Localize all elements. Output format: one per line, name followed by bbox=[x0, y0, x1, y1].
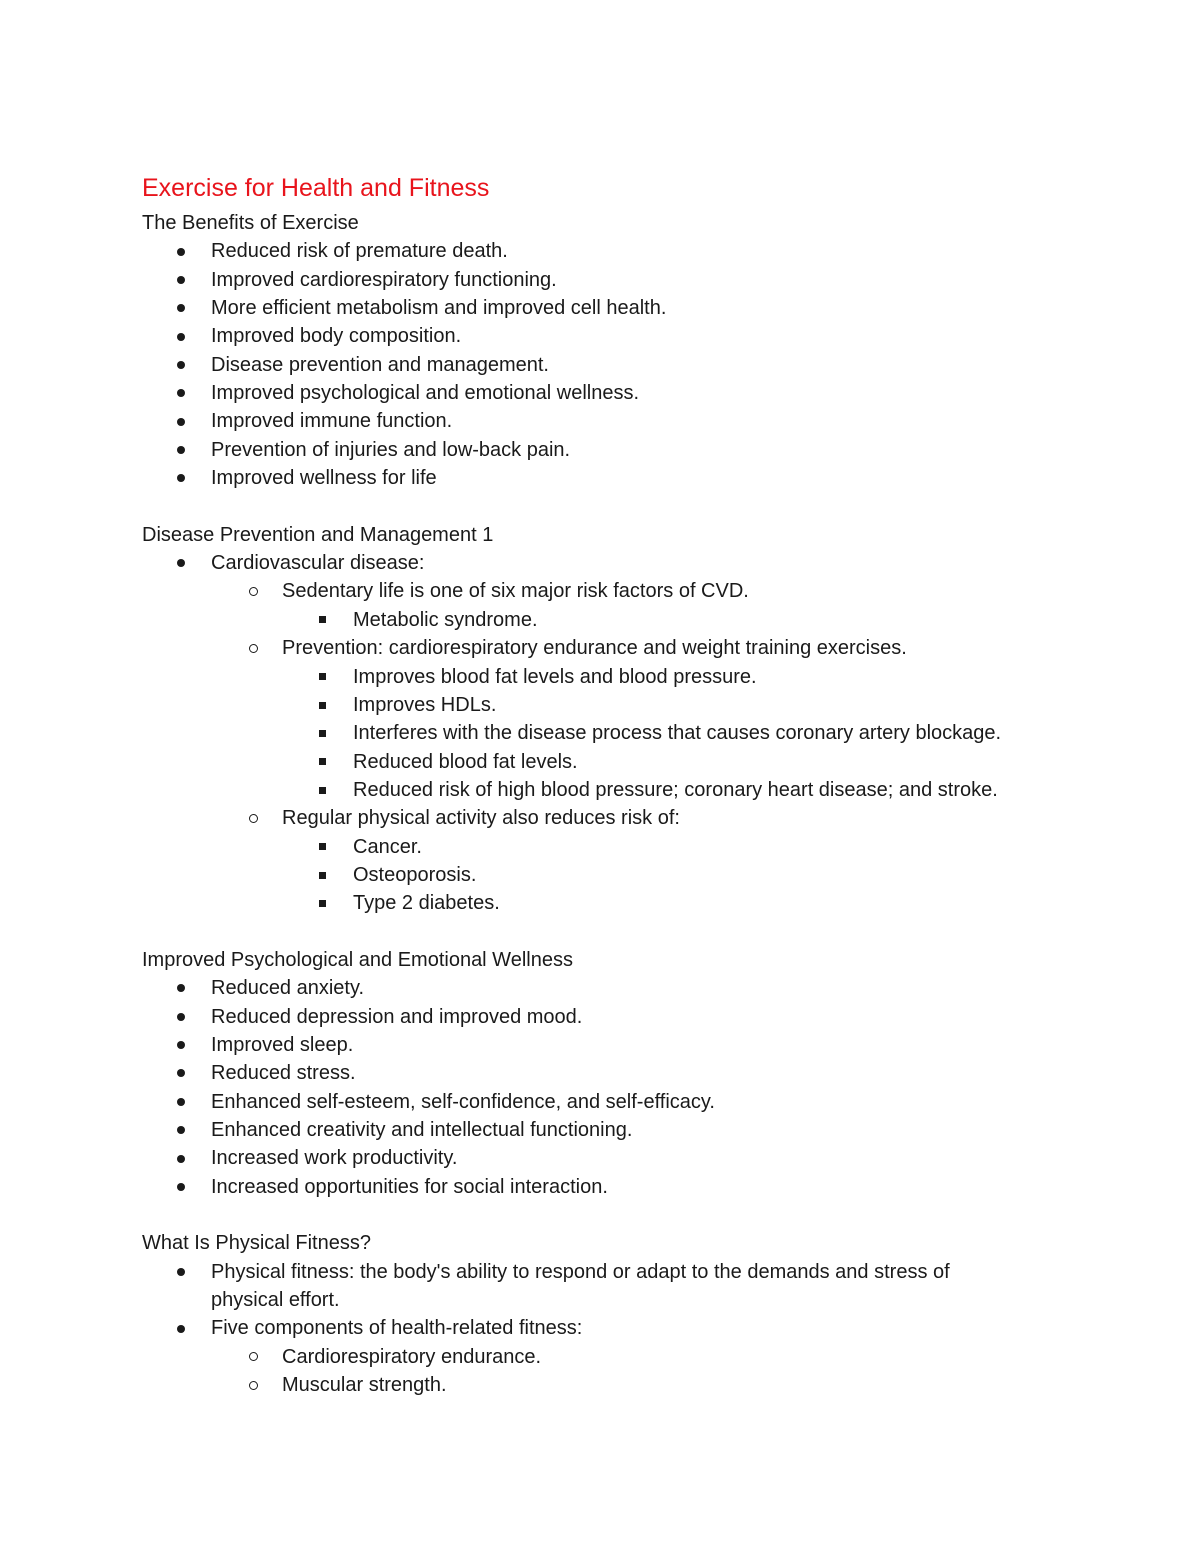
spacer bbox=[142, 1201, 1122, 1229]
list-item: Reduced risk of high blood pressure; coronary heart disease; and stroke. bbox=[142, 776, 1122, 804]
list-item: Physical fitness: the body's ability to respond or adapt to the demands and stress of physical effort. bbox=[142, 1258, 1122, 1315]
section-heading-psych: Improved Psychological and Emotional Wellness bbox=[142, 948, 573, 971]
disc-bullet-icon bbox=[177, 1031, 185, 1059]
list-item: Reduced anxiety. bbox=[142, 974, 1122, 1002]
square-bullet-icon bbox=[319, 833, 326, 861]
list-item: Cancer. bbox=[142, 833, 1122, 861]
disc-bullet-icon bbox=[177, 974, 185, 1002]
list-item: Prevention: cardiorespiratory endurance and weight training exercises. bbox=[142, 634, 1122, 662]
list-item: Improved immune function. bbox=[142, 407, 1122, 435]
disc-bullet-icon bbox=[177, 464, 185, 492]
circle-bullet-icon bbox=[249, 1371, 258, 1399]
list-item: Reduced risk of premature death. bbox=[142, 237, 1122, 265]
disc-bullet-icon bbox=[177, 379, 185, 407]
list-item: Reduced depression and improved mood. bbox=[142, 1003, 1122, 1031]
disc-bullet-icon bbox=[177, 1003, 185, 1031]
list-item: Type 2 diabetes. bbox=[142, 889, 1122, 917]
disc-bullet-icon bbox=[177, 237, 185, 265]
list-item: Improves blood fat levels and blood pressure. bbox=[142, 663, 1122, 691]
list-item: Prevention of injuries and low-back pain. bbox=[142, 436, 1122, 464]
list-item: Improved sleep. bbox=[142, 1031, 1122, 1059]
disc-bullet-icon bbox=[177, 322, 185, 350]
square-bullet-icon bbox=[319, 748, 326, 776]
list-item: Improves HDLs. bbox=[142, 691, 1122, 719]
square-bullet-icon bbox=[319, 861, 326, 889]
disc-bullet-icon bbox=[177, 1116, 185, 1144]
list-item: Five components of health-related fitness: bbox=[142, 1314, 1122, 1342]
list-item: Increased opportunities for social interaction. bbox=[142, 1173, 1122, 1201]
disc-bullet-icon bbox=[177, 1314, 185, 1342]
square-bullet-icon bbox=[319, 663, 326, 691]
list-item: Metabolic syndrome. bbox=[142, 606, 1122, 634]
disc-bullet-icon bbox=[177, 351, 185, 379]
spacer bbox=[142, 918, 1122, 946]
disc-bullet-icon bbox=[177, 1173, 185, 1201]
document-body bbox=[142, 209, 1122, 1399]
list-item: Disease prevention and management. bbox=[142, 351, 1122, 379]
list-item: Interferes with the disease process that causes coronary artery blockage. bbox=[142, 719, 1122, 747]
list-item: Reduced stress. bbox=[142, 1059, 1122, 1087]
section-heading-disease: Disease Prevention and Management 1 bbox=[142, 523, 494, 546]
square-bullet-icon bbox=[319, 776, 326, 804]
square-bullet-icon bbox=[319, 719, 326, 747]
list-item: Osteoporosis. bbox=[142, 861, 1122, 889]
disc-bullet-icon bbox=[177, 266, 185, 294]
list-item: Enhanced creativity and intellectual functioning. bbox=[142, 1116, 1122, 1144]
square-bullet-icon bbox=[319, 606, 326, 634]
circle-bullet-icon bbox=[249, 634, 258, 662]
disc-bullet-icon bbox=[177, 436, 185, 464]
list-item: Increased work productivity. bbox=[142, 1144, 1122, 1172]
section-heading-fitness: What Is Physical Fitness? bbox=[142, 1232, 371, 1255]
circle-bullet-icon bbox=[249, 577, 258, 605]
list-item: Reduced blood fat levels. bbox=[142, 748, 1122, 776]
section-heading-benefits: The Benefits of Exercise bbox=[142, 212, 359, 234]
disc-bullet-icon bbox=[177, 1088, 185, 1116]
disc-bullet-icon bbox=[177, 407, 185, 435]
list-item: More efficient metabolism and improved cell health. bbox=[142, 294, 1122, 322]
document-title: Exercise for Health and Fitness bbox=[142, 174, 490, 202]
list-item: Improved body composition. bbox=[142, 322, 1122, 350]
list-item: Muscular strength. bbox=[142, 1371, 1122, 1399]
list-item: Regular physical activity also reduces risk of: bbox=[142, 804, 1122, 832]
list-item: Improved cardiorespiratory functioning. bbox=[142, 266, 1122, 294]
square-bullet-icon bbox=[319, 691, 326, 719]
circle-bullet-icon bbox=[249, 804, 258, 832]
list-item: Cardiorespiratory endurance. bbox=[142, 1343, 1122, 1371]
disc-bullet-icon bbox=[177, 549, 185, 577]
list-item: Improved wellness for life bbox=[142, 464, 1122, 492]
disc-bullet-icon bbox=[177, 1144, 185, 1172]
list-item: Cardiovascular disease: bbox=[142, 549, 1122, 577]
disc-bullet-icon bbox=[177, 1059, 185, 1087]
disc-bullet-icon bbox=[177, 1258, 185, 1286]
list-item: Improved psychological and emotional wellness. bbox=[142, 379, 1122, 407]
spacer bbox=[142, 492, 1122, 520]
square-bullet-icon bbox=[319, 889, 326, 917]
circle-bullet-icon bbox=[249, 1343, 258, 1371]
list-item: Enhanced self-esteem, self-confidence, and self-efficacy. bbox=[142, 1088, 1122, 1116]
list-item: Sedentary life is one of six major risk factors of CVD. bbox=[142, 577, 1122, 605]
disc-bullet-icon bbox=[177, 294, 185, 322]
